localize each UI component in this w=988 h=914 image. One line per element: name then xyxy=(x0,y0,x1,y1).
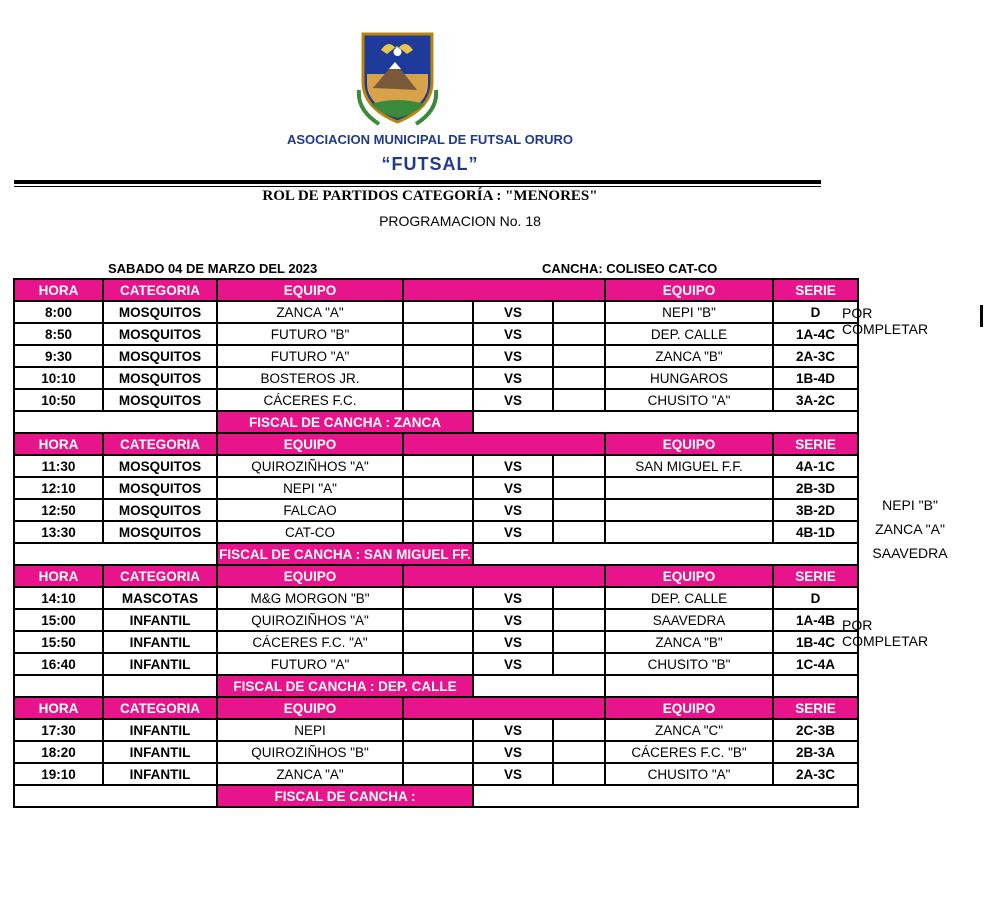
home-team: CÁCERES F.C. "A" xyxy=(217,631,403,653)
column-header-equipo-2: EQUIPO xyxy=(605,565,773,587)
match-series: 2C-3B xyxy=(773,719,858,741)
match-category: MOSQUITOS xyxy=(103,367,217,389)
away-team: CHUSITO "A" xyxy=(605,763,773,785)
match-series: 4B-1D xyxy=(773,521,858,543)
table-row xyxy=(14,345,858,367)
spacer-cell xyxy=(403,719,473,741)
column-header-serie: SERIE xyxy=(773,697,858,719)
away-team: NEPI "B" xyxy=(605,301,773,323)
match-time: 16:40 xyxy=(14,653,103,675)
spacer-cell xyxy=(553,763,605,785)
away-team: ZANCA "B" xyxy=(605,631,773,653)
match-series: D xyxy=(773,301,858,323)
spacer-cell xyxy=(403,477,473,499)
spacer-cell xyxy=(553,367,605,389)
away-team xyxy=(605,521,773,543)
spacer-cell xyxy=(403,323,473,345)
home-team: BOSTEROS JR. xyxy=(217,367,403,389)
spacer-cell xyxy=(403,345,473,367)
away-team: HUNGAROS xyxy=(605,367,773,389)
spacer-cell xyxy=(553,587,605,609)
spacer-cell xyxy=(403,587,473,609)
table-header-row xyxy=(14,697,858,719)
column-header-equipo-1: EQUIPO xyxy=(217,697,403,719)
column-header-serie: SERIE xyxy=(773,279,858,301)
spacer-cell xyxy=(403,741,473,763)
column-header-equipo-1: EQUIPO xyxy=(217,279,403,301)
home-team: FALCAO xyxy=(217,499,403,521)
away-team: ZANCA "B" xyxy=(605,345,773,367)
vs-label: VS xyxy=(473,345,553,367)
match-series: 3B-2D xyxy=(773,499,858,521)
venue: CANCHA: COLISEO CAT-CO xyxy=(542,261,718,276)
fiscal-row xyxy=(14,543,858,565)
spacer-cell xyxy=(553,389,605,411)
table-header-row xyxy=(14,279,858,301)
home-team: QUIROZIÑHOS "A" xyxy=(217,609,403,631)
table-header-row xyxy=(14,433,858,455)
text-cursor-marker xyxy=(980,305,983,327)
home-team: QUIROZIÑHOS "A" xyxy=(217,455,403,477)
match-series: 2B-3A xyxy=(773,741,858,763)
table-row xyxy=(14,521,858,543)
table-row xyxy=(14,301,858,323)
empty-cell xyxy=(14,675,103,697)
table-row xyxy=(14,587,858,609)
match-time: 12:50 xyxy=(14,499,103,521)
vs-label: VS xyxy=(473,741,553,763)
association-crest-logo xyxy=(355,30,440,126)
table-row xyxy=(14,763,858,785)
column-header-spacer xyxy=(403,433,605,455)
match-series: 1C-4A xyxy=(773,653,858,675)
blank-cell xyxy=(473,543,858,565)
spacer-cell xyxy=(553,631,605,653)
spacer-cell xyxy=(403,653,473,675)
vs-label: VS xyxy=(473,763,553,785)
match-date: SABADO 04 DE MARZO DEL 2023 xyxy=(108,261,318,276)
spacer-cell xyxy=(403,389,473,411)
match-category: MOSQUITOS xyxy=(103,301,217,323)
match-category: INFANTIL xyxy=(103,719,217,741)
column-header-spacer xyxy=(403,279,605,301)
spacer-cell xyxy=(553,345,605,367)
home-team: CAT-CO xyxy=(217,521,403,543)
match-series: 1A-4B xyxy=(773,609,858,631)
blank-cell xyxy=(14,785,217,807)
vs-label: VS xyxy=(473,499,553,521)
column-header-spacer xyxy=(403,565,605,587)
column-header-hora: HORA xyxy=(14,433,103,455)
table-row xyxy=(14,741,858,763)
match-time: 9:30 xyxy=(14,345,103,367)
fiscal-row xyxy=(14,785,858,807)
spacer-cell xyxy=(553,477,605,499)
column-header-categoria: CATEGORIA xyxy=(103,697,217,719)
fiscal-row xyxy=(14,675,858,697)
table-row xyxy=(14,477,858,499)
match-time: 15:00 xyxy=(14,609,103,631)
empty-cell xyxy=(773,675,858,697)
table-row xyxy=(14,631,858,653)
match-series: 1A-4C xyxy=(773,323,858,345)
home-team: ZANCA "A" xyxy=(217,301,403,323)
column-header-equipo-1: EQUIPO xyxy=(217,433,403,455)
spacer-cell xyxy=(403,763,473,785)
match-series: 1B-4C xyxy=(773,631,858,653)
match-time: 10:50 xyxy=(14,389,103,411)
column-header-equipo-1: EQUIPO xyxy=(217,565,403,587)
vs-label: VS xyxy=(473,521,553,543)
spacer-cell xyxy=(403,367,473,389)
empty-cell xyxy=(605,675,773,697)
match-series: D xyxy=(773,587,858,609)
column-header-serie: SERIE xyxy=(773,433,858,455)
match-time: 8:50 xyxy=(14,323,103,345)
table-row xyxy=(14,455,858,477)
match-time: 17:30 xyxy=(14,719,103,741)
vs-label: VS xyxy=(473,477,553,499)
match-category: INFANTIL xyxy=(103,741,217,763)
vs-label: VS xyxy=(473,609,553,631)
spacer-cell xyxy=(553,741,605,763)
spacer-cell xyxy=(553,609,605,631)
spacer-cell xyxy=(403,609,473,631)
vs-label: VS xyxy=(473,323,553,345)
spacer-cell xyxy=(403,631,473,653)
match-time: 12:10 xyxy=(14,477,103,499)
match-category: MOSQUITOS xyxy=(103,477,217,499)
match-time: 11:30 xyxy=(14,455,103,477)
vs-label: VS xyxy=(473,631,553,653)
column-header-serie: SERIE xyxy=(773,565,858,587)
match-series: 2B-3D xyxy=(773,477,858,499)
home-team: CÁCERES F.C. xyxy=(217,389,403,411)
away-team xyxy=(605,477,773,499)
spacer-cell xyxy=(553,301,605,323)
match-series: 2A-3C xyxy=(773,345,858,367)
table-row xyxy=(14,323,858,345)
empty-cell xyxy=(103,675,217,697)
table-header-row xyxy=(14,565,858,587)
away-team xyxy=(605,499,773,521)
home-team: FUTURO "A" xyxy=(217,653,403,675)
away-team: DEP. CALLE xyxy=(605,587,773,609)
match-category: INFANTIL xyxy=(103,631,217,653)
column-header-spacer xyxy=(403,697,605,719)
spacer-cell xyxy=(553,499,605,521)
spacer-cell xyxy=(553,323,605,345)
home-team: FUTURO "A" xyxy=(217,345,403,367)
match-schedule-table xyxy=(13,278,859,808)
column-header-equipo-2: EQUIPO xyxy=(605,697,773,719)
document-title: ROL DE PARTIDOS CATEGORÍA : "MENORES" xyxy=(262,188,598,204)
table-row xyxy=(14,609,858,631)
column-header-equipo-2: EQUIPO xyxy=(605,279,773,301)
table-row xyxy=(14,389,858,411)
column-header-hora: HORA xyxy=(14,697,103,719)
spacer-cell xyxy=(553,521,605,543)
vs-label: VS xyxy=(473,455,553,477)
table-row xyxy=(14,499,858,521)
match-category: INFANTIL xyxy=(103,763,217,785)
away-team: SAN MIGUEL F.F. xyxy=(605,455,773,477)
match-series: 4A-1C xyxy=(773,455,858,477)
match-time: 15:50 xyxy=(14,631,103,653)
match-category: INFANTIL xyxy=(103,653,217,675)
programacion-number: PROGRAMACION No. 18 xyxy=(379,213,541,229)
vs-label: VS xyxy=(473,301,553,323)
blank-cell xyxy=(473,411,858,433)
home-team: FUTURO "B" xyxy=(217,323,403,345)
side-note: POR COMPLETAR xyxy=(842,617,929,649)
blank-cell xyxy=(473,785,858,807)
match-time: 19:10 xyxy=(14,763,103,785)
vs-label: VS xyxy=(473,719,553,741)
spacer-cell xyxy=(553,653,605,675)
fiscal-de-cancha: FISCAL DE CANCHA : SAN MIGUEL FF. xyxy=(217,543,473,565)
match-series: 2A-3C xyxy=(773,763,858,785)
table-row xyxy=(14,367,858,389)
away-team: DEP. CALLE xyxy=(605,323,773,345)
side-note: ZANCA "A" xyxy=(875,521,945,537)
spacer-cell xyxy=(553,719,605,741)
match-category: MOSQUITOS xyxy=(103,521,217,543)
home-team: NEPI "A" xyxy=(217,477,403,499)
side-note: NEPI "B" xyxy=(882,497,938,513)
fiscal-de-cancha: FISCAL DE CANCHA : DEP. CALLE xyxy=(217,675,473,697)
match-time: 8:00 xyxy=(14,301,103,323)
vs-label: VS xyxy=(473,587,553,609)
blank-cell xyxy=(14,543,217,565)
match-time: 18:20 xyxy=(14,741,103,763)
document-subtitle: “FUTSAL” xyxy=(381,154,479,174)
match-category: MASCOTAS xyxy=(103,587,217,609)
away-team: SAAVEDRA xyxy=(605,609,773,631)
blank-cell xyxy=(14,411,217,433)
table-row xyxy=(14,719,858,741)
spacer-cell xyxy=(403,499,473,521)
match-category: MOSQUITOS xyxy=(103,345,217,367)
fiscal-row xyxy=(14,411,858,433)
match-time: 13:30 xyxy=(14,521,103,543)
match-series: 1B-4D xyxy=(773,367,858,389)
column-header-categoria: CATEGORIA xyxy=(103,433,217,455)
spacer-cell xyxy=(403,455,473,477)
home-team: M&G MORGON "B" xyxy=(217,587,403,609)
spacer-cell xyxy=(403,521,473,543)
fiscal-de-cancha: FISCAL DE CANCHA : xyxy=(217,785,473,807)
column-header-categoria: CATEGORIA xyxy=(103,565,217,587)
away-team: CHUSITO "B" xyxy=(605,653,773,675)
home-team: QUIROZIÑHOS "B" xyxy=(217,741,403,763)
side-note: SAAVEDRA xyxy=(872,545,948,561)
vs-label: VS xyxy=(473,367,553,389)
divider xyxy=(14,180,821,184)
match-category: MOSQUITOS xyxy=(103,323,217,345)
fiscal-de-cancha: FISCAL DE CANCHA : ZANCA xyxy=(217,411,473,433)
vs-label: VS xyxy=(473,653,553,675)
vs-label: VS xyxy=(473,389,553,411)
match-category: MOSQUITOS xyxy=(103,499,217,521)
match-series: 3A-2C xyxy=(773,389,858,411)
table-row xyxy=(14,653,858,675)
match-time: 14:10 xyxy=(14,587,103,609)
away-team: CHUSITO "A" xyxy=(605,389,773,411)
away-team: ZANCA "C" xyxy=(605,719,773,741)
column-header-equipo-2: EQUIPO xyxy=(605,433,773,455)
side-note: POR COMPLETAR xyxy=(842,305,929,337)
match-category: MOSQUITOS xyxy=(103,389,217,411)
divider xyxy=(14,186,821,187)
match-category: MOSQUITOS xyxy=(103,455,217,477)
match-category: INFANTIL xyxy=(103,609,217,631)
match-time: 10:10 xyxy=(14,367,103,389)
column-header-hora: HORA xyxy=(14,279,103,301)
spacer-cell xyxy=(553,455,605,477)
column-header-categoria: CATEGORIA xyxy=(103,279,217,301)
organization-name: ASOCIACION MUNICIPAL DE FUTSAL ORURO xyxy=(286,132,573,147)
blank-cell xyxy=(473,675,605,697)
home-team: NEPI xyxy=(217,719,403,741)
away-team: CÁCERES F.C. "B" xyxy=(605,741,773,763)
column-header-hora: HORA xyxy=(14,565,103,587)
spacer-cell xyxy=(403,301,473,323)
home-team: ZANCA "A" xyxy=(217,763,403,785)
